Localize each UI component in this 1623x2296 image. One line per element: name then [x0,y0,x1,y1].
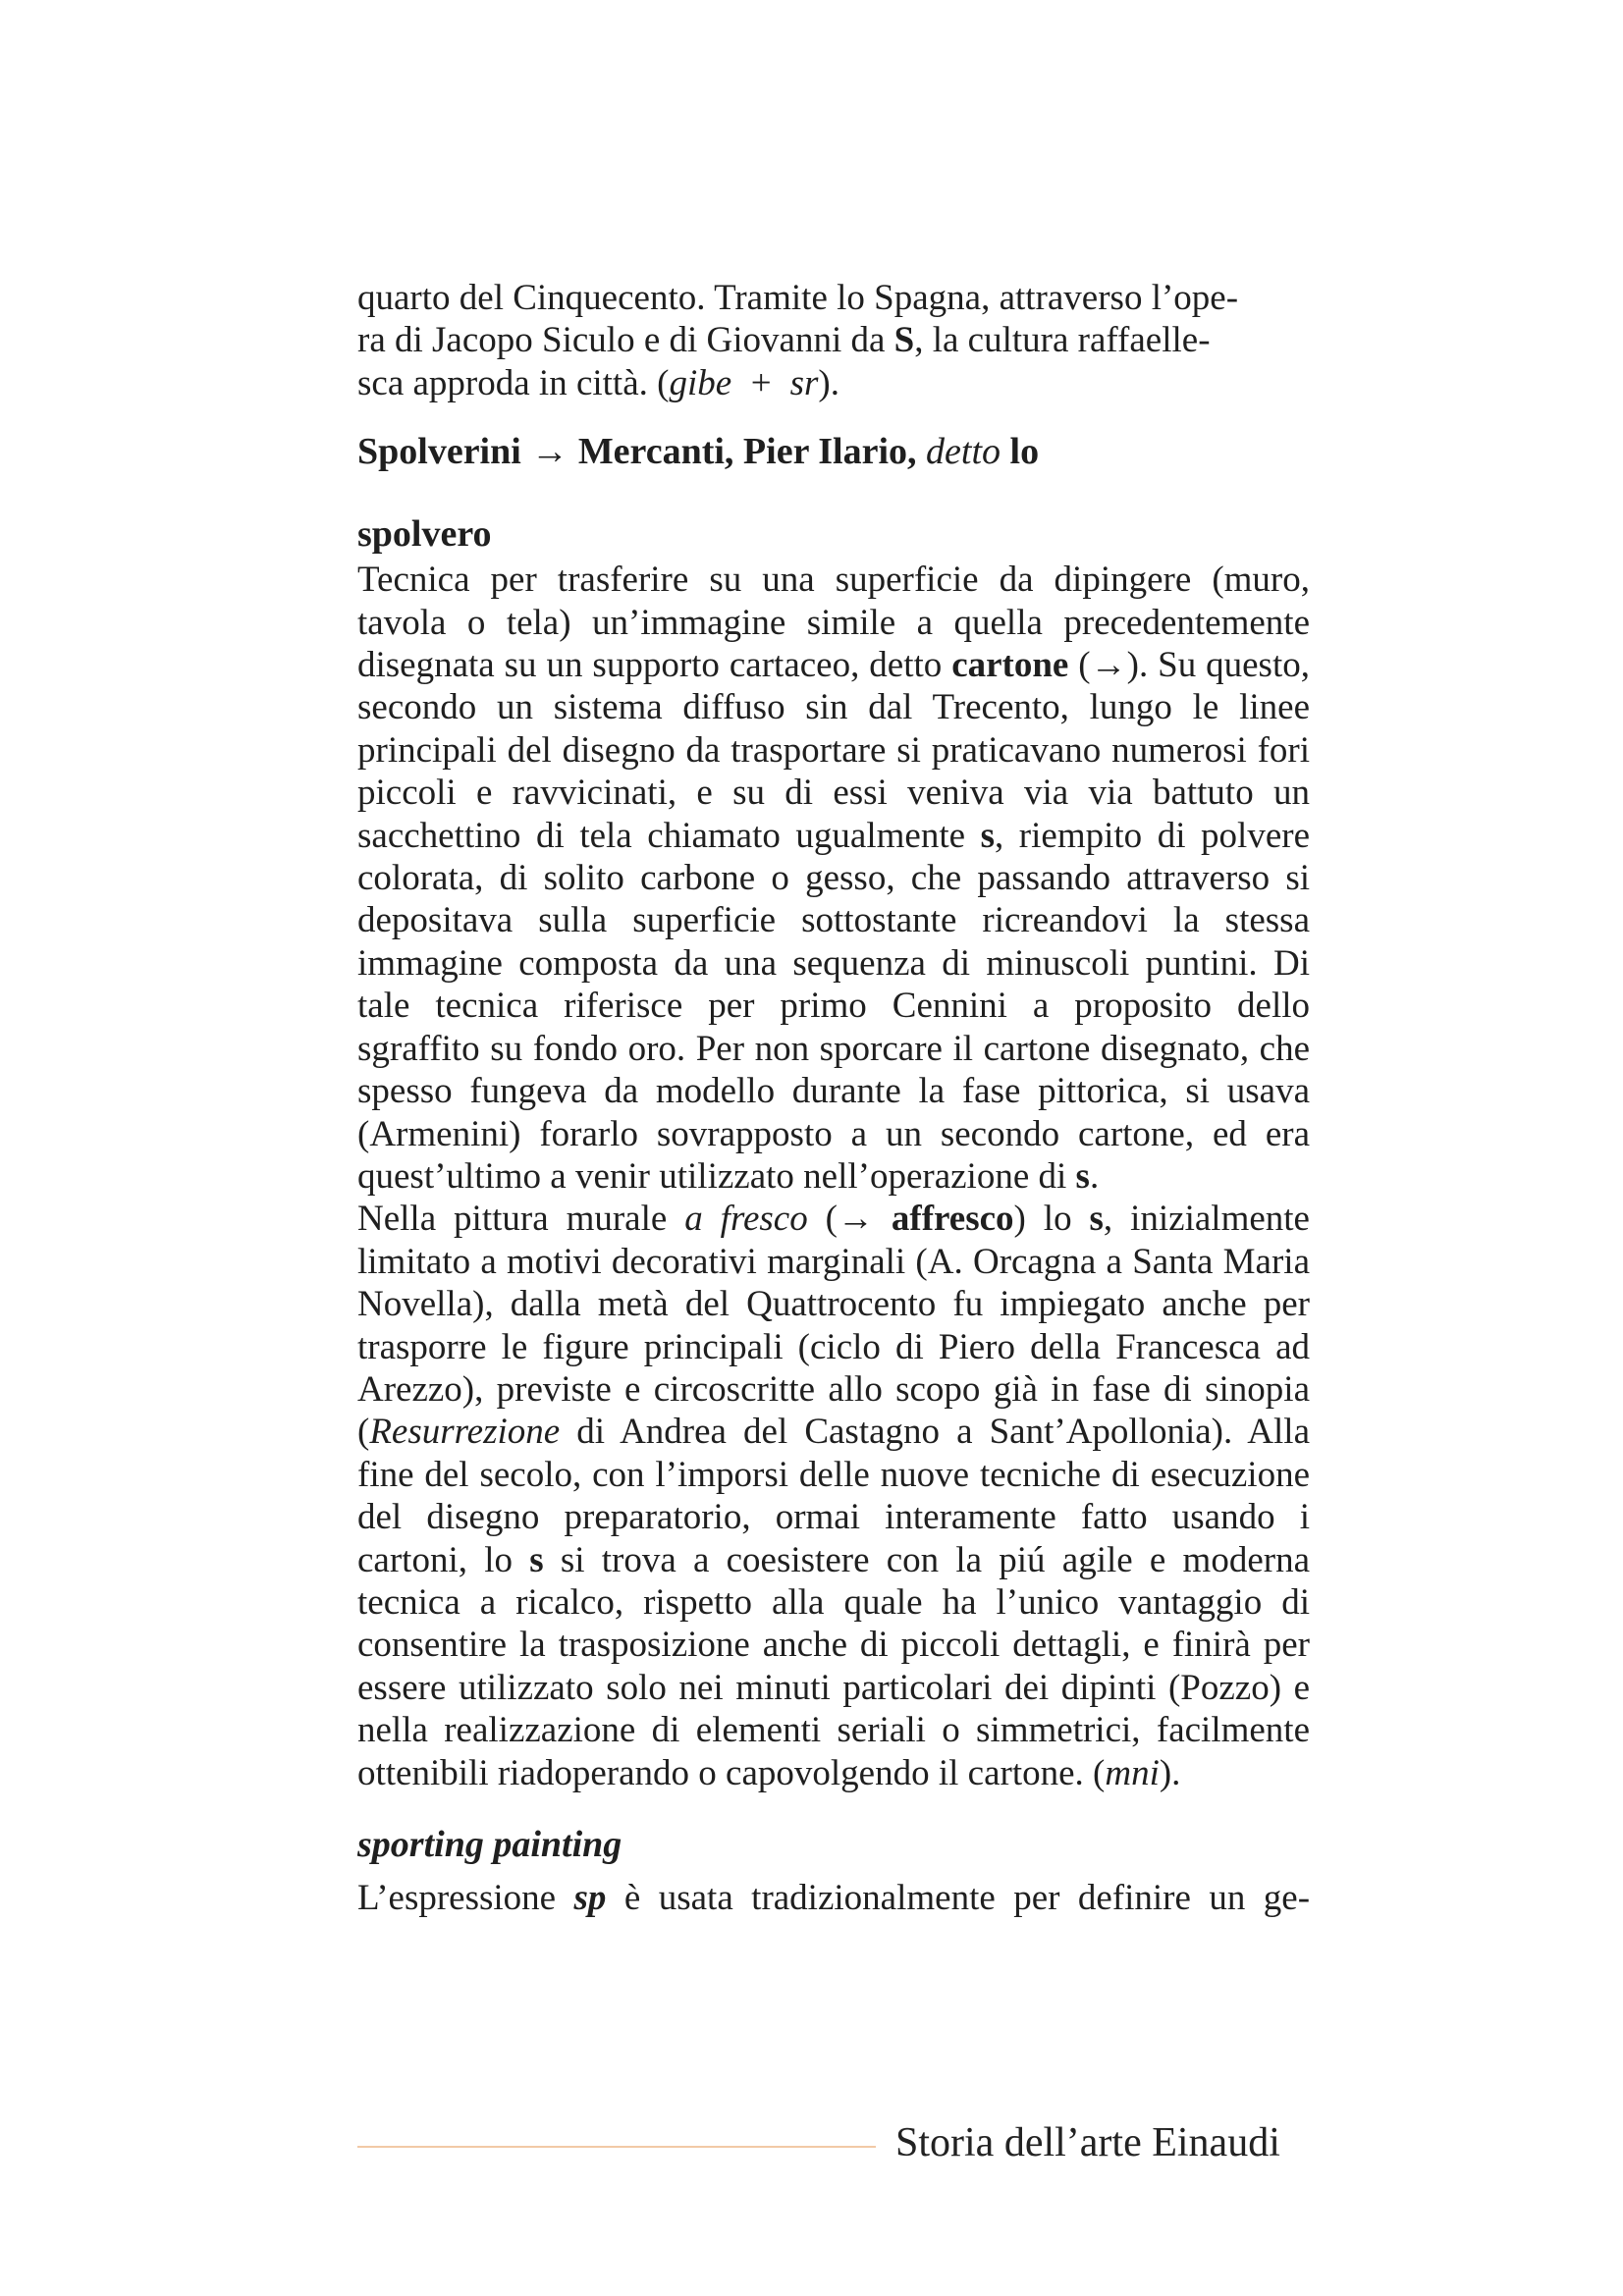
entry-title-sporting-painting: sporting painting [357,1824,622,1865]
cross-reference-term: Spolverini [357,431,521,473]
spolvero-text-e: , riempito di polvere colorata, di solito carbone o gesso, che passando attraverso si depositava sulla superficie sottostante ricreandovi la stessa immagine composta da una sequenza di minuscoli puntini. Di tale tecnica riferisce per primo Cennini a proposito dello sgraffito su fondo oro. Per non sporcare il cartone disegnato, che spesso fungeva da modello durante la fase pittorica, si usava (Armenini) forarlo sovrapposto a un secondo cartone, ed era quest’ultimo a venir utilizzato nell’operazione di [357,815,1310,1197]
spolvero2-author-initials: mni [1105,1752,1160,1793]
spolvero-text-g: . [1089,1155,1100,1197]
opening-abbrev-s: S [893,320,915,361]
spolvero2-text-g: , inizialmente limitato a motivi decorativi marginali (A. Orcagna a Santa Maria Novella), dalla metà del Quattrocento fu impiegato anche per trasporre le figure principali (ciclo di Piero della Francesca ad Arezzo), previste e circoscritte allo scopo già in fase di sinopia ( [357,1199,1310,1453]
opening-line-1: quarto del Cinquecento. Tramite lo Spagna, attraverso l’ope- [357,278,1239,318]
spolvero2-abbrev-s-1: s [1089,1199,1104,1240]
entry-title-spolvero: spolvero [357,513,492,556]
spolvero2-text-e: ) lo [1013,1199,1090,1240]
footer-rule [357,2146,876,2148]
spolvero-paragraph-1 [357,559,1310,1198]
sporting-abbrev-sp: sp [573,1878,607,1918]
spolvero2-title-resurrezione: Resurrezione [369,1412,561,1453]
cross-reference-arrow: → [530,431,568,473]
sporting-text-a: L’espressione [357,1878,574,1918]
spolvero-paragraph-2 [357,1198,1310,1794]
opening-line-2b: , la cultura raffaelle- [914,320,1211,361]
cross-reference-entry [357,429,1310,474]
spolvero-abbrev-s-1: s [980,815,995,856]
opening-line-3a: sca approda in città. ( [357,362,670,403]
spolvero-text-a: Tecnica per trasferire su una superficie da dipingere (muro, tavola o tela) un’immagine simile a quella precedentemente disegnata su un supporto cartaceo, detto [357,560,1310,686]
spolvero-abbrev-s-2: s [1075,1155,1090,1197]
sporting-paragraph-1 [357,1877,1310,1919]
spolvero2-term-affresco: affresco [891,1199,1014,1240]
sporting-text-c: è usata tradizionalmente per definire un ge- [606,1878,1311,1918]
spolvero2-text-k: si trova a coesistere con la piú agile e moderna tecnica a ricalco, rispetto alla quale ha l’unico vantaggio di consentire la trasposizione anche di piccoli dettagli, e finirà per essere utilizzato solo nei minuti particolari dei dipinti (Pozzo) e nella realizzazione di elementi seriali o simmetrici, facilmente ottenibili riadoperando o capovolgendo il cartone. ( [357,1539,1310,1793]
opening-line-3b: ). [818,362,839,403]
spolvero2-term-a-fresco: a fresco [684,1199,808,1240]
spolvero2-text-i: di Andrea del Castagno a Sant’Apollonia). Alla fine del secolo, con l’imporsi delle nuove tecniche di esecuzione del disegno preparatorio, ormai interamente fatto usando i cartoni, lo [357,1412,1310,1580]
footer-publication-title: Storia dell’arte Einaudi [895,2120,1280,2165]
page-body [357,277,1310,1919]
cross-reference-connector: detto [926,431,1001,473]
spolvero-text-c: (→). Su questo, secondo un sistema diffuso sin dal Trecento, lungo le linee principali del disegno da trasportare si praticavano numerosi fori piccoli e ravvicinati, e su di essi veniva via via battuto un sacchettino di tela chiamato ugualmente [357,645,1310,856]
spolvero2-text-m: ). [1159,1752,1181,1793]
cross-reference-suffix: lo [1009,431,1040,473]
spolvero2-text-a: Nella pittura murale [357,1199,685,1240]
spolvero-term-cartone: cartone [951,645,1069,686]
spolvero2-text-c: (→ [807,1199,892,1240]
cross-reference-target: Mercanti, Pier Ilario, [577,431,917,473]
opening-author-initials: gibe + sr [669,362,819,403]
opening-paragraph [357,277,1310,404]
opening-line-2a: ra di Jacopo Siculo e di Giovanni da [357,320,894,361]
spolvero2-abbrev-s-2: s [529,1539,544,1580]
